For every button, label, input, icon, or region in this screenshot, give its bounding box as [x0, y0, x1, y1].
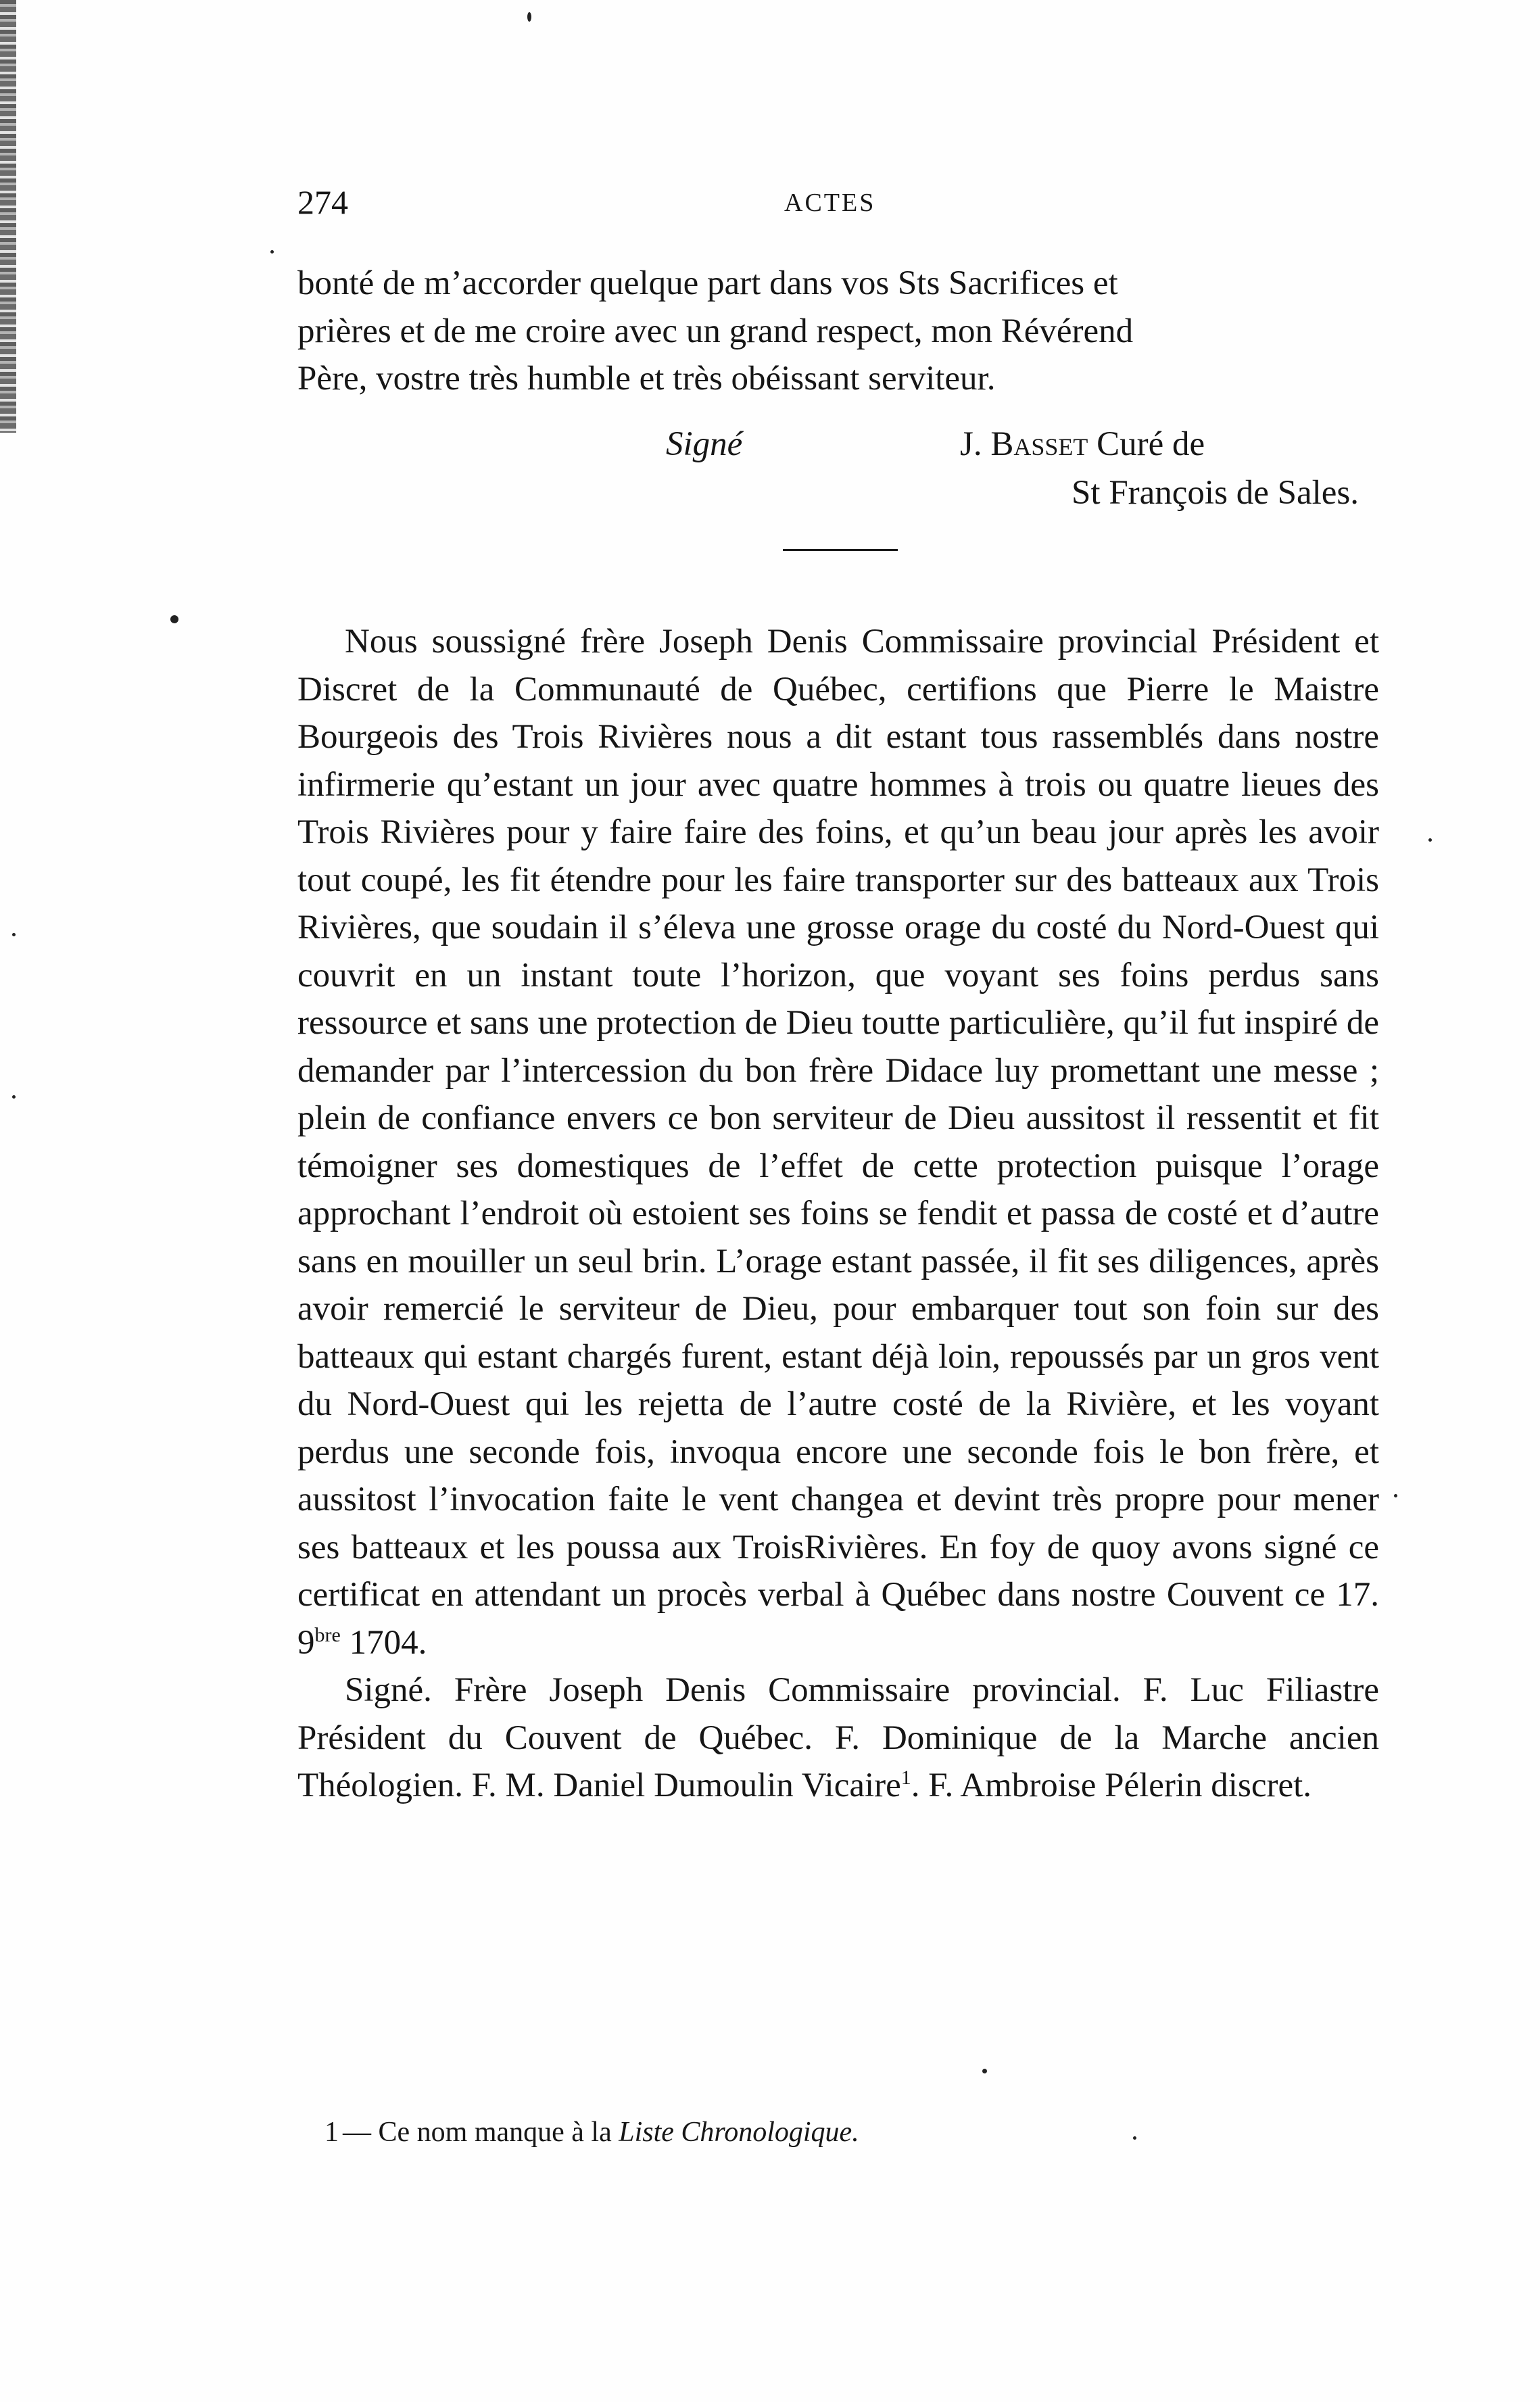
- scan-speck: [170, 615, 178, 623]
- scan-speck: [270, 250, 274, 254]
- scan-speck: [1428, 838, 1432, 842]
- signature-initial: J.: [960, 425, 982, 463]
- scan-speck: [12, 1095, 16, 1099]
- scan-speck: [12, 933, 16, 936]
- signatories-text: Signé. Frère Joseph Denis Commissaire provincial. F. Luc Filiastre Président du Couvent de Québec. F. Dominique de la Marche ancien Théologien. F. M. Daniel Dumoulin Vicaire: [297, 1671, 1379, 1804]
- footnote-text: — Ce nom manque à la: [343, 2117, 612, 2148]
- binding-edge: [0, 0, 16, 433]
- footnote: [324, 2116, 859, 2148]
- signature-block: [297, 425, 1379, 533]
- scan-speck: [527, 12, 531, 22]
- page-header: [297, 183, 1379, 230]
- date-month: 9: [297, 1623, 315, 1662]
- date-month-sup: bre: [314, 1623, 341, 1646]
- footnote-reference: 1: [900, 1767, 911, 1789]
- date-year: 1704.: [349, 1623, 427, 1662]
- letter-closing: [297, 260, 1379, 403]
- signature-title: Curé de: [1097, 425, 1205, 463]
- signature-surname: Basset: [990, 425, 1088, 463]
- section-divider: [783, 549, 898, 551]
- signature-name: [960, 425, 1205, 464]
- footnote-number: 1: [324, 2117, 339, 2148]
- closing-line: bonté de m’accorder quelque part dans vos Sts Sacrifices et: [297, 264, 1118, 302]
- scan-speck: [1394, 1494, 1397, 1497]
- certificate-paragraph: [297, 618, 1379, 1666]
- scan-speck: [982, 2069, 987, 2073]
- scan-speck: [1133, 2136, 1136, 2140]
- certificate-text: [297, 618, 1379, 1810]
- signature-place: St François de Sales.: [1072, 474, 1359, 512]
- signatories-text-end: . F. Ambroise Pélerin discret.: [911, 1767, 1312, 1804]
- page-number: 274: [297, 183, 348, 221]
- footnote-italic-text: Liste Chronologique.: [619, 2117, 859, 2148]
- closing-line: prières et de me croire avec un grand respect, mon Révérend: [297, 312, 1134, 350]
- closing-line: Père, vostre très humble et très obéissant serviteur.: [297, 360, 996, 398]
- signatories-paragraph: [297, 1666, 1379, 1810]
- running-head: ACTES: [784, 189, 876, 217]
- certificate-body: Nous soussigné frère Joseph Denis Commissaire provincial Président et Discret de la Communauté de Québec, certifions que Pierre le Maistre Bourgeois des Trois Rivières nous a dit estant tous rassemblés dans nostre infirmerie qu’estant un jour avec quatre hommes à trois ou quatre lieues des Trois Rivières pour y faire faire des foins, et qu’un beau jour après les avoir tout coupé, les fit étendre pour les faire transporter sur des batteaux aux Trois Rivières, que soudain il s’éleva une grosse orage du costé du Nord-Ouest qui couvrit en un instant toute l’horizon, que voyant ses foins perdus sans ressource et sans une protection de Dieu toutte particulière, qu’il fut inspiré de demander par l’intercession du bon frère Didace luy promettant une messe ; plein de confiance envers ce bon serviteur de Dieu aussitost il ressentit et fit témoigner ses domestiques de l’effet de cette protection puisque l’orage approchant l’endroit où estoient ses foins se fendit et passa de costé et d’autre sans en mouiller un seul brin. L’orage estant passée, il fit ses diligences, après avoir remercié le serviteur de Dieu, pour embarquer tout son foin sur des batteaux qui estant chargés furent, estant déjà loin, repoussés par un gros vent du Nord-Ouest qui les rejetta de l’autre costé de la Rivière, et les voyant perdus une seconde fois, invoqua encore une seconde fois le bon frère, et aussitost l’invocation faite le vent changea et devint très propre pour mener ses batteaux et les poussa aux TroisRivières. En foy de quoy avons signé ce certificat en attendant un procès verbal à Québec dans nostre Couvent ce 17.: [297, 623, 1379, 1614]
- signature-label: Signé: [666, 425, 743, 463]
